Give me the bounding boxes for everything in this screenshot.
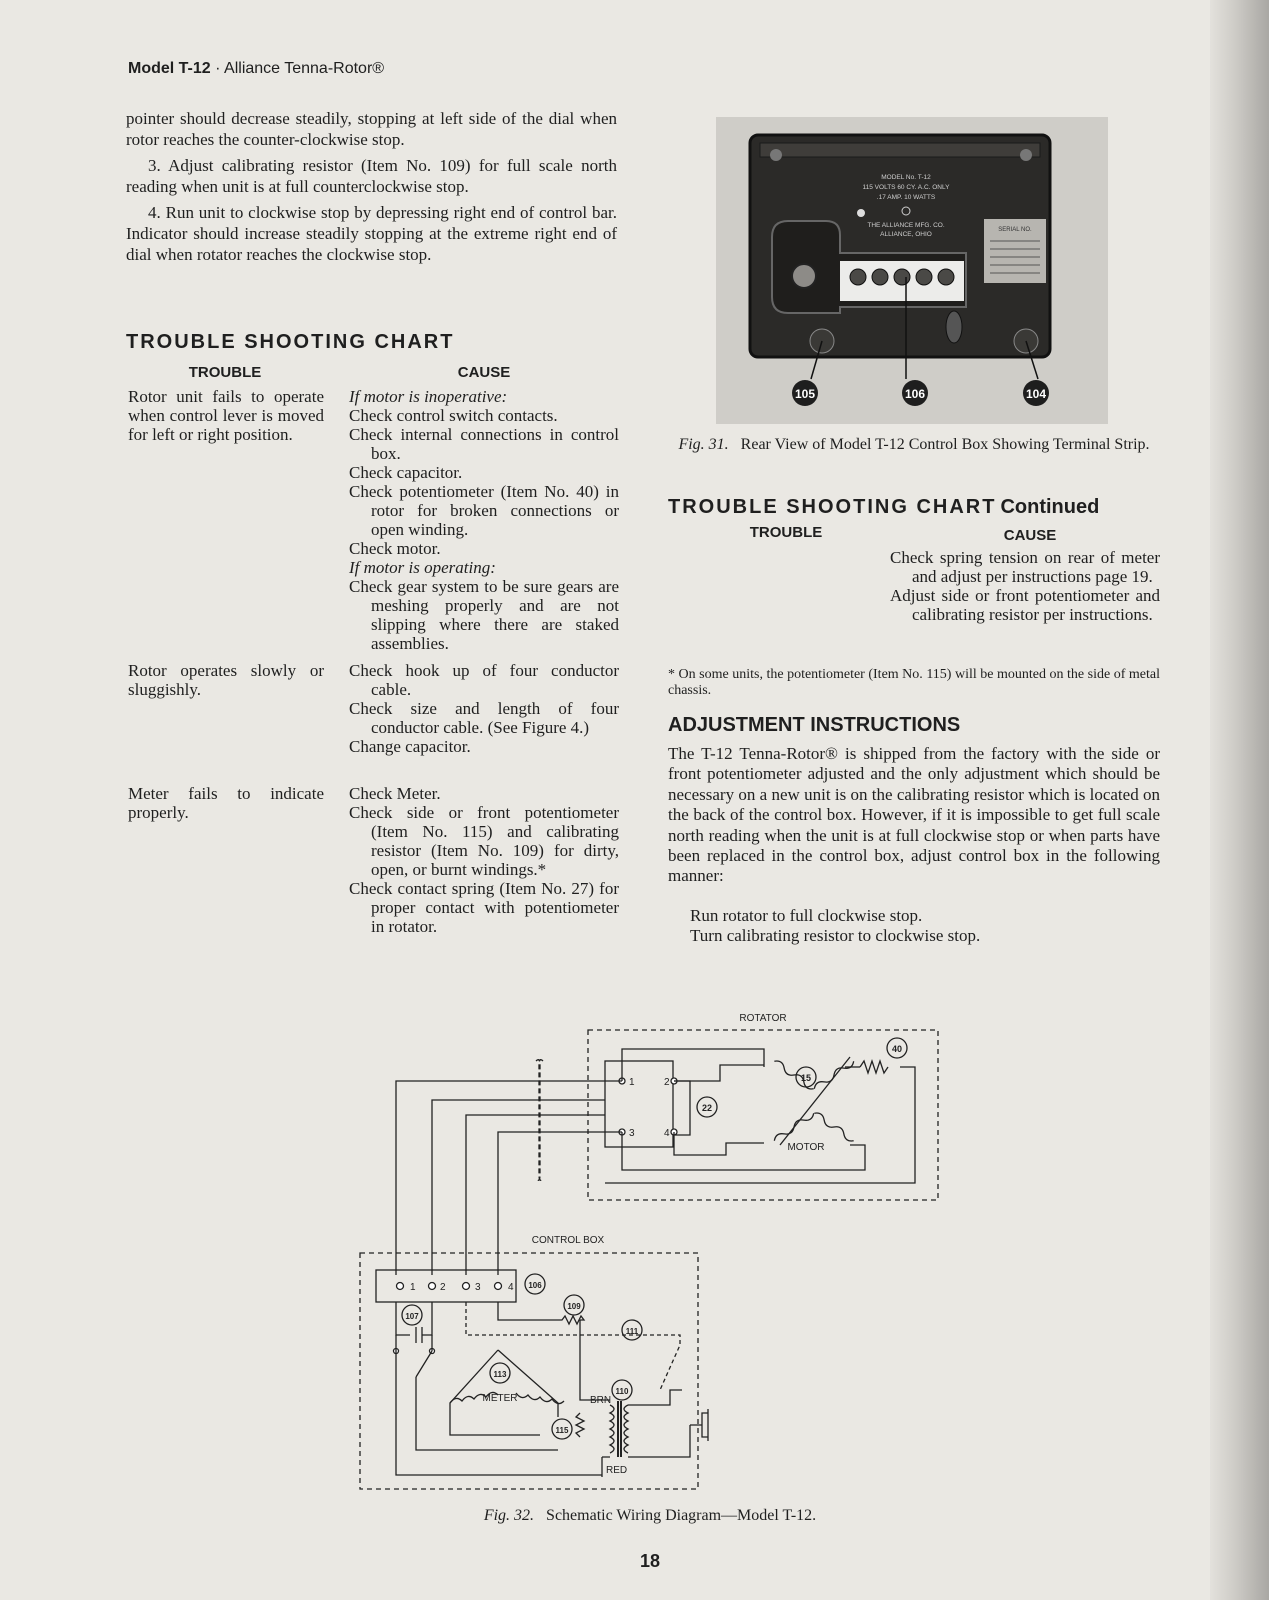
plate-line: 115 VOLTS 60 CY. A.C. ONLY: [862, 184, 950, 191]
potentiometer-115: [576, 1413, 584, 1437]
transformer-primary: [610, 1405, 614, 1453]
callout-104: 104: [1025, 387, 1047, 401]
fig31-text: Rear View of Model T-12 Control Box Showing Terminal Strip.: [740, 436, 1150, 453]
item-15-label: 15: [800, 1073, 812, 1083]
cause-item: Check motor.: [349, 539, 441, 558]
callout-106: 106: [904, 387, 926, 401]
meter-label: METER: [482, 1393, 518, 1404]
control-terminal-label: 3: [475, 1282, 481, 1293]
wiring-diagram: [340, 1005, 960, 1500]
control-terminal-label: 2: [440, 1282, 446, 1293]
item-111-label: 111: [625, 1327, 639, 1336]
control-box-photo: [716, 117, 1108, 424]
chart2-title: TROUBLE SHOOTING CHART: [668, 496, 997, 518]
fig31-caption: [668, 436, 1160, 454]
callout-105: 105: [794, 387, 816, 401]
chart2-cause-list: [890, 548, 1160, 624]
motor-coil: [813, 1059, 856, 1091]
cause-list-1: [349, 387, 619, 653]
cause-item: Check contact spring (Item No. 27) for proper contact with potentiometer in rotator.: [349, 879, 619, 936]
trouble-column-header: TROUBLE: [749, 524, 823, 541]
cause-item: Check hook up of four conductor cable.: [349, 661, 619, 699]
running-header: [128, 60, 384, 78]
cause-item: Adjust side or front potentiometer and calibrating resistor per instructions.: [890, 586, 1160, 624]
control-box-label: CONTROL BOX: [531, 1235, 605, 1246]
control-terminal-label: 1: [410, 1282, 416, 1293]
item-40-label: 40: [891, 1044, 903, 1054]
rotator-box: [588, 1030, 938, 1200]
motor-coil: [813, 1111, 856, 1143]
chart2-continued: Continued: [1000, 496, 1100, 518]
cause-column-header: CAUSE: [1003, 527, 1057, 544]
item-113-label: 113: [493, 1370, 507, 1379]
header-separator: ·: [215, 60, 221, 77]
cause-list-2: [349, 661, 619, 756]
power-plug: [690, 1409, 708, 1441]
cause-item: Change capacitor.: [349, 737, 471, 756]
motor-label: MOTOR: [787, 1142, 825, 1153]
cause-item: Check gear system to be sure gears are meshing properly and are not slipping where there are staked assemblies.: [349, 577, 619, 653]
cause-item: Check Meter.: [349, 784, 441, 803]
adjustment-step: Turn calibrating resistor to clockwise stop.: [690, 926, 981, 946]
chart-title: TROUBLE SHOOTING CHART: [126, 331, 455, 353]
intro-text: [126, 108, 617, 270]
cause-list-3: [349, 784, 619, 936]
cause-subheading: If motor is inoperative:: [349, 387, 508, 406]
header-title: Alliance Tenna-Rotor®: [224, 60, 385, 77]
footnote: * On some units, the potentiometer (Item No. 115) will be mounted on the side of metal chassis.: [668, 667, 1160, 698]
book-spine-shadow: [1210, 0, 1269, 1600]
cause-column-header: CAUSE: [457, 364, 511, 381]
header-model: Model T-12: [128, 60, 211, 77]
adjustment-step: Run rotator to full clockwise stop.: [690, 906, 923, 925]
intro-paragraph: 3. Adjust calibrating resistor (Item No. 109) for full scale north reading when unit is at full counterclockwise stop.: [126, 156, 617, 196]
potentiometer-40: [860, 1061, 888, 1073]
intro-paragraph: 4. Run unit to clockwise stop by depressing right end of control bar. Indicator should increase steadily stopping at the extreme right end of dial when rotator reaches the clockwise stop.: [126, 203, 617, 264]
cause-item: Check side or front potentiometer (Item No. 115) and calibrating resistor (Item No. 109) for dirty, open, or burnt windings.*: [349, 803, 619, 879]
cause-item: Check size and length of four conductor cable. (See Figure 4.): [349, 699, 619, 737]
control-terminal-label: 4: [508, 1282, 514, 1293]
transformer-secondary: [624, 1405, 628, 1453]
plate-line: THE ALLIANCE MFG. CO.: [867, 222, 945, 229]
plate-line: MODEL No. T-12: [881, 174, 931, 181]
item-22-label: 22: [701, 1103, 713, 1113]
cause-item: Check control switch contacts.: [349, 406, 558, 425]
item-106-label: 106: [528, 1281, 542, 1290]
cause-item: Check internal connections in control box.: [349, 425, 619, 463]
item-109-label: 109: [567, 1302, 581, 1311]
fig31-label: Fig. 31.: [678, 436, 729, 453]
plate-line: ALLIANCE, OHIO: [880, 231, 932, 238]
fig32-label: Fig. 32.: [483, 1507, 535, 1524]
trouble-row-3: Meter fails to indicate properly.: [128, 784, 324, 822]
brn-label: BRN: [590, 1395, 612, 1406]
item-110-label: 110: [615, 1387, 629, 1396]
cause-item: Check potentiometer (Item No. 40) in rotor for broken connections or open winding.: [349, 482, 619, 539]
rotator-label: ROTATOR: [739, 1013, 787, 1024]
cause-item: Check capacitor.: [349, 463, 463, 482]
rotator-terminal-label: 2: [664, 1077, 670, 1088]
cause-item: Check spring tension on rear of meter and adjust per instructions page 19.: [890, 548, 1160, 586]
serial-label: SERIAL NO.: [998, 227, 1032, 233]
cause-subheading: If motor is operating:: [349, 558, 496, 577]
chart2-title-row: [668, 496, 1099, 519]
item-115-label: 115: [555, 1426, 569, 1435]
red-label: RED: [606, 1465, 628, 1476]
rotator-terminal-label: 4: [664, 1128, 670, 1139]
adjustment-title: ADJUSTMENT INSTRUCTIONS: [668, 714, 961, 736]
rotator-terminal-block: [605, 1061, 673, 1147]
page-number: 18: [639, 1551, 661, 1571]
plate-line: .17 AMP. 10 WATTS: [876, 194, 936, 201]
adjustment-steps: [690, 906, 1160, 947]
trouble-row-2: Rotor operates slowly or sluggishly.: [128, 661, 324, 699]
trouble-column-header: TROUBLE: [188, 364, 262, 381]
fig32-caption: [340, 1507, 960, 1525]
adjustment-paragraph: The T-12 Tenna-Rotor® is shipped from the factory with the side or front potentiometer adjusted and the only adjustment which should be necessary on a new unit is on the calibrating resistor which is located on the back of the control box. However, if it is impossible to get full scale north reading when the unit is at full clockwise stop or when parts have been replaced in the control box, adjust control box in the following manner:: [668, 744, 1160, 886]
rotator-terminal-label: 1: [629, 1077, 635, 1088]
intro-paragraph: pointer should decrease steadily, stopping at left side of the dial when rotor reaches the counter-clockwise stop.: [126, 109, 617, 149]
item-107-label: 107: [405, 1312, 419, 1321]
fig32-text: Schematic Wiring Diagram—Model T-12.: [546, 1507, 817, 1524]
rotator-terminal-label: 3: [629, 1128, 635, 1139]
trouble-row-1: Rotor unit fails to operate when control lever is moved for left or right position.: [128, 387, 324, 444]
